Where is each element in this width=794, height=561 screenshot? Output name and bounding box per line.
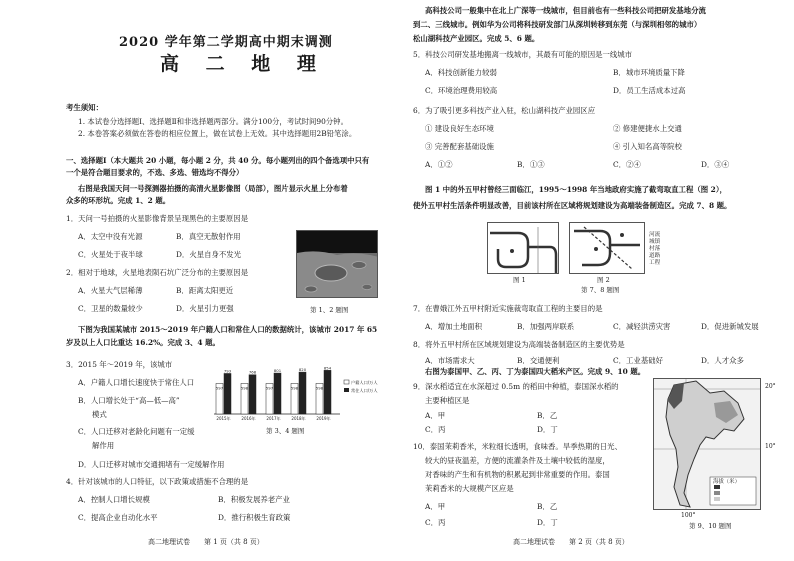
bar-value-label: 597	[215, 385, 224, 391]
q7-option-b: B．加强两岸联系	[517, 322, 575, 331]
q10-option-d: D．丁	[537, 518, 558, 527]
legend-project: 工程	[649, 260, 661, 266]
subject-title: 高 二 地 理	[160, 53, 326, 75]
q6-item-3: ③ 完善配套基础设施	[425, 142, 494, 151]
population-bar-chart	[210, 362, 386, 422]
bar-changzhu-3	[299, 372, 306, 414]
q9-option-c: C．丙	[425, 425, 446, 434]
question-5: 5．科技公司研发基地搬离一线城市，其最有可能的原因是一线城市	[413, 50, 633, 59]
legend-road: 道路	[649, 253, 661, 259]
page-right	[397, 0, 794, 561]
q5-option-d: D．员工生活成本过高	[613, 86, 686, 95]
q6-item-2: ② 修建便捷水上交通	[613, 124, 682, 133]
q8-option-b: B．交通便利	[517, 356, 560, 365]
q10-option-b: B．乙	[537, 502, 558, 511]
bar-value-label: 598	[240, 385, 249, 391]
q9-option-b: B．乙	[537, 411, 558, 420]
q6-item-4: ④ 引入知名高等院校	[613, 142, 682, 151]
section-heading: 一、选择题Ⅰ（本大题共 20 小题，每小题 2 分，共 40 分。每小题列出的四个备选项中只有	[66, 156, 370, 165]
question-7: 7．在曹娥江外五甲村附近实施裁弯取直工程的主要目的是	[413, 304, 603, 313]
bar-changzhu-2	[274, 373, 281, 414]
q5-option-c: C．环境治理费用较高	[425, 86, 498, 95]
question-6: 6．为了吸引更多科技产业入驻，松山湖科技产业园区应	[413, 106, 596, 115]
thailand-map	[653, 378, 761, 510]
intro-q3-4: 下图为我国某城市 2015～2019 年户籍人口和常住人口的数据统计，该城市 2017 年 65	[78, 325, 378, 334]
intro-q5-6-line3: 松山湖科技产业园区。完成 5、6 题。	[413, 34, 540, 43]
figure-3-4-caption: 第 3、4 题图	[266, 427, 305, 435]
q6-option-a: A．①②	[425, 160, 453, 169]
section-heading-2: 一个是符合题目要求的，不选、多选、错选均不得分）	[66, 168, 244, 177]
legend-changzhu: 常住人口/万人	[351, 388, 378, 393]
q8-option-a: A．市场需求大	[425, 356, 475, 365]
question-8: 8．将外五甲村所在区域规划建设为高端装备制造区的主要优势是	[413, 340, 625, 349]
bar-value-label: 597	[265, 385, 274, 391]
question-10-line4: 茉莉香米的大规模产区应是	[425, 484, 514, 493]
question-9: 9．深水稻适宜在水深超过 0.5m 的稻田中种植，泰国深水稻的	[413, 382, 619, 391]
map-legend	[649, 232, 699, 267]
question-3: 3．2015 年～2019 年，该城市	[66, 360, 173, 369]
lon-100-label: 100°	[681, 512, 696, 519]
x-tick-label: 2016年	[241, 416, 256, 421]
q6-option-b: B．①③	[517, 160, 545, 169]
question-1: 1．天问一号拍摄的火星影像背景呈现黑色的主要原因是	[66, 214, 249, 223]
notice-1: 1. 本试卷分选择题Ⅰ、选择题Ⅱ和非选择题两部分。满分100分，考试时间90分钟。	[78, 117, 348, 126]
figure-7-8-caption: 第 7、8 题图	[581, 286, 620, 294]
map-1-label: 图 1	[513, 276, 526, 284]
q10-option-a: A．甲	[425, 502, 446, 511]
bar-changzhu-4	[324, 370, 331, 414]
q8-option-d: D．人才众多	[701, 356, 744, 365]
q1-option-c: C．火星处于夜半球	[78, 250, 143, 259]
legend-town: 城镇	[649, 239, 661, 245]
map-2-label: 图 2	[597, 276, 610, 284]
question-4: 4．针对该城市的人口特征，以下政策或措施不合理的是	[66, 477, 249, 486]
notice-2: 2. 本卷答案必须做在答卷的相应位置上，做在试卷上无效。其中选择题用2B铅笔涂。	[78, 129, 357, 138]
x-tick-label: 2015年	[216, 416, 231, 421]
question-10-line2: 较大的昼夜温差，方便的流灌条件及土壤中较低的湿度，	[425, 456, 610, 465]
map-figure-1	[487, 222, 559, 274]
q3-option-d: D．人口迁移对城市交通拥堵有一定缓解作用	[78, 460, 225, 469]
q6-option-c: C．②④	[613, 160, 641, 169]
q3-option-b-cont: 模式	[92, 410, 107, 419]
q9-option-d: D．丁	[537, 425, 558, 434]
legend-huji: 户籍人口/万人	[351, 380, 378, 385]
intro-q7-8-cont: 使外五甲村生活条件明显改善，目前该村所在区域将规划建设为高端装备制造区。完成 7、8 题。	[413, 201, 732, 210]
q1-option-b: B．真空无散射作用	[176, 232, 241, 241]
x-tick-label: 2018年	[291, 416, 306, 421]
bar-value-label: 768	[248, 369, 257, 375]
intro-q3-4-cont: 岁及以上人口比重达 16.2%。完成 3、4 题。	[66, 338, 220, 347]
elevation-legend-title: 海拔（米）	[713, 479, 740, 485]
bar-changzhu-0	[224, 373, 231, 414]
bar-value-label: 854	[323, 365, 332, 371]
q9-option-a: A．甲	[425, 411, 446, 420]
q2-option-d: D．火星引力更强	[176, 304, 234, 313]
footer-left: 高二地理试卷 第 1 页（共 8 页）	[148, 538, 264, 546]
q3-option-c-cont: 解作用	[92, 441, 115, 450]
notice-heading: 考生须知：	[66, 103, 103, 112]
question-2: 2．相对于地球，火星地表陨石坑广泛分布的主要原因是	[66, 268, 249, 277]
q7-option-d: D．促进新城发展	[701, 322, 759, 331]
question-9-cont: 主要种植区是	[425, 396, 470, 405]
q1-option-d: D．火星自身不发光	[176, 250, 242, 259]
bar-value-label: 801	[273, 368, 282, 374]
question-10: 10．泰国茉莉香米，米粒细长透明，食味香。旱季热期的日光、	[413, 442, 622, 451]
intro-q9-10: 右图为泰国甲、乙、丙、丁为泰国四大稻米产区。完成 9、10 题。	[425, 367, 646, 376]
q6-item-1: ① 建设良好生态环境	[425, 124, 494, 133]
q2-option-c: C．卫星的数量较少	[78, 304, 143, 313]
q7-option-a: A．增加土地面积	[425, 322, 483, 331]
figure-1-2-caption: 第 1、2 题图	[310, 306, 349, 314]
lat-20-label: 20°	[765, 383, 776, 390]
intro-q5-6: 高科技公司一般集中在北上广深等一线城市，但目前也有一些科技公司把研发基地分流	[425, 6, 706, 15]
bar-value-label: 793	[223, 368, 232, 374]
q10-option-c: C．丙	[425, 518, 446, 527]
q8-option-c: C．工业基础好	[613, 356, 663, 365]
bar-value-label: 820	[298, 367, 307, 373]
q4-option-a: A．控制人口增长规模	[78, 495, 150, 504]
legend-village: 村落	[649, 246, 661, 252]
legend-river: 河流	[649, 232, 661, 238]
q2-option-b: B．距离太阳更近	[176, 286, 234, 295]
lat-10-label: 10°	[765, 443, 776, 450]
bar-value-label: 598	[290, 385, 299, 391]
q4-option-b: B．积极发展养老产业	[218, 495, 290, 504]
x-tick-label: 2017年	[266, 416, 281, 421]
legend-swatch-huji	[344, 380, 349, 384]
q1-option-a: A．太空中没有光源	[78, 232, 143, 241]
q3-option-b: B．人口增长处于“高—低—高”	[78, 396, 180, 405]
bar-changzhu-1	[249, 375, 256, 414]
intro-q1-2: 右图是我国天问一号探测器拍摄的高清火星影像图（局部），图片显示火星上分布着	[78, 184, 348, 193]
q4-option-d: D．推行积极生育政策	[218, 513, 291, 522]
legend-swatch-changzhu	[344, 388, 349, 392]
mars-crater-photo	[296, 230, 378, 298]
map-figure-2	[569, 222, 645, 274]
exam-title: 2020 学年第二学期高中期末调测	[119, 35, 333, 50]
intro-q7-8: 图 1 中的外五甲村曾经三面临江，1995～1998 年当地政府实施了截弯取直工程（图 2），	[425, 185, 727, 194]
figure-9-10-caption: 第 9、10 题图	[689, 522, 732, 530]
q4-option-c: C．提高企业自动化水平	[78, 513, 158, 522]
q3-option-a: A．户籍人口增长速度快于常住人口	[78, 378, 195, 387]
footer-right: 高二地理试卷 第 2 页（共 8 页）	[513, 538, 629, 546]
intro-q5-6-line2: 到二、三线城市。例如华为公司将科技研发部门从深圳转移到东莞（与深圳相邻的城市）	[413, 20, 702, 29]
q6-option-d: D．③④	[701, 160, 730, 169]
q5-option-b: B．城市环境质量下降	[613, 68, 685, 77]
q2-option-a: A．火星大气层稀薄	[78, 286, 143, 295]
q3-option-c: C．人口迁移对老龄化问题有一定缓	[78, 427, 195, 436]
q5-option-a: A．科技创新能力较弱	[425, 68, 497, 77]
question-10-line3: 对香味的产生和有机物的积累起到非常重要的作用。泰国	[425, 470, 610, 479]
q7-option-c: C．减轻洪涝灾害	[613, 322, 671, 331]
bar-value-label: 598	[315, 385, 324, 391]
intro-q1-2-cont: 众多的环形坑。完成 1、2 题。	[66, 196, 171, 205]
x-tick-label: 2019年	[316, 416, 331, 421]
